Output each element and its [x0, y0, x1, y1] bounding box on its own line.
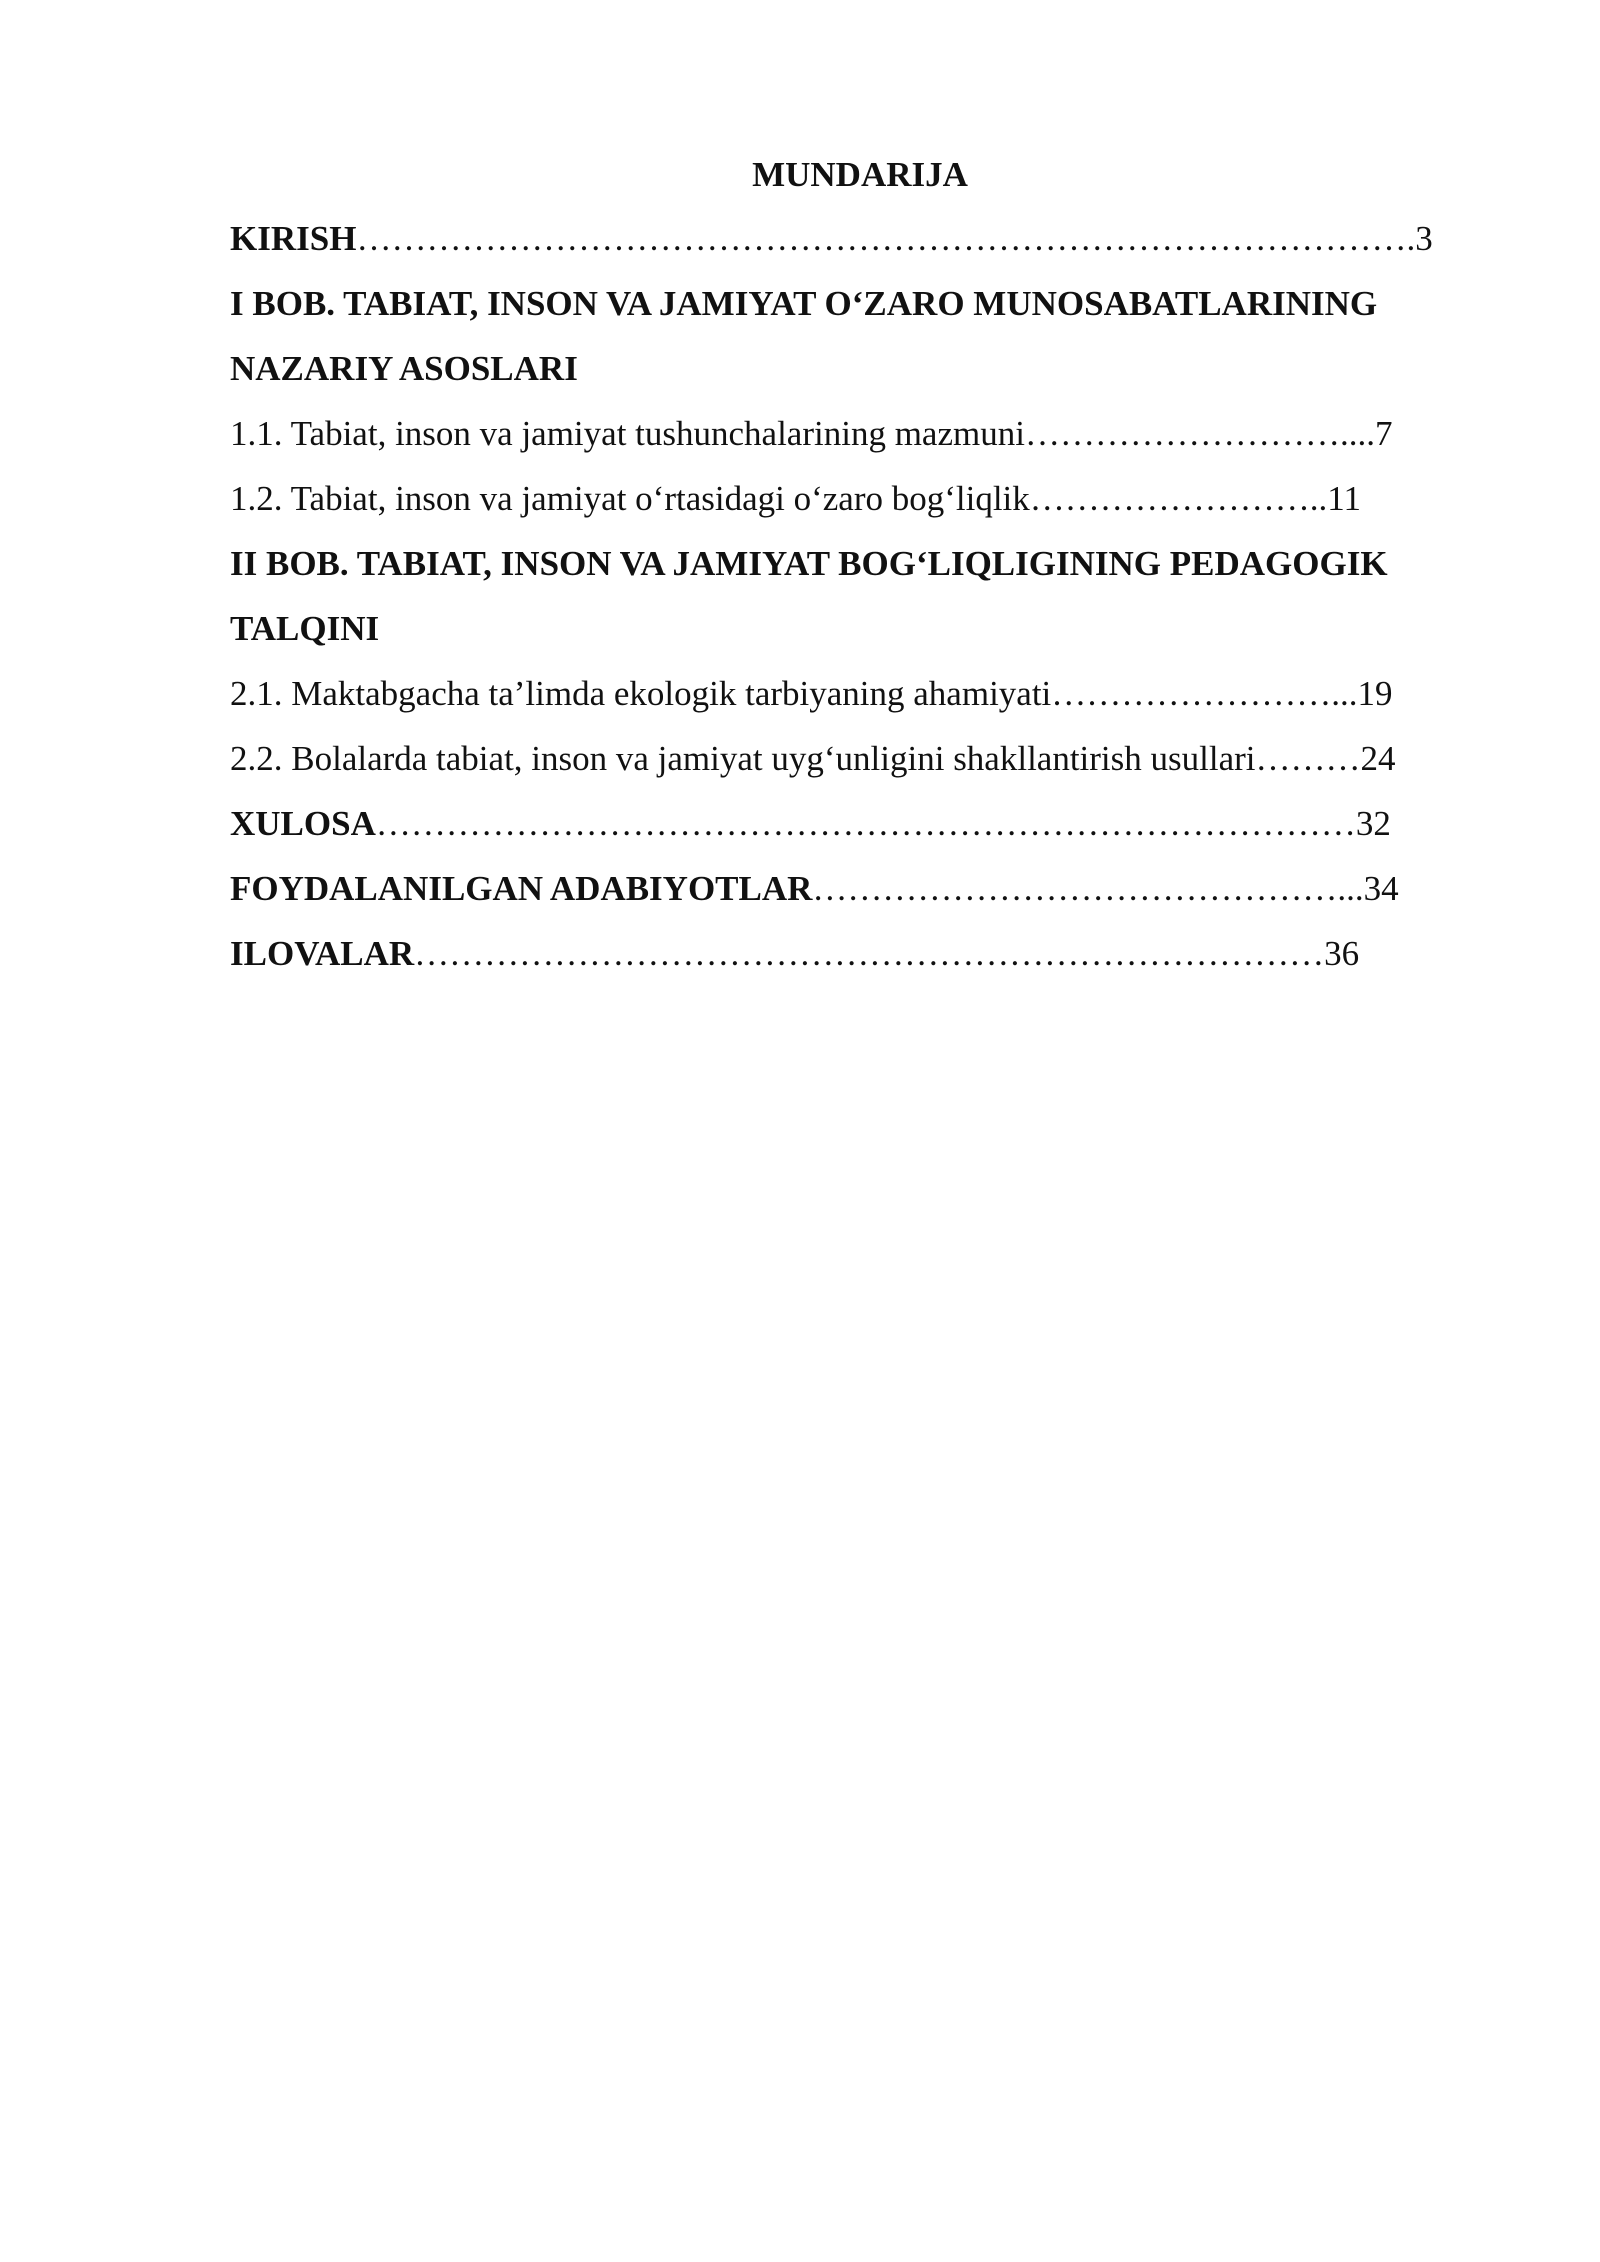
page-title: MUNDARIJA [752, 155, 968, 194]
toc-entry-chapter-1-line-2 [230, 344, 1490, 394]
toc-entry-ilovalar [230, 929, 1490, 979]
toc-page-number: 7 [1374, 414, 1393, 453]
toc-entry-chapter-2-line-2 [230, 604, 1490, 654]
toc-leader: …………………….. [1029, 479, 1328, 518]
toc-page-number: 32 [1355, 804, 1391, 843]
toc-leader: ………………………………………... [812, 869, 1364, 908]
toc-entry-text: 1.2. Tabiat, inson va jamiyat o‘rtasidagi o‘zaro bog‘liqlik [230, 479, 1030, 518]
toc-entry-text: 2.2. Bolalarda tabiat, inson va jamiyat uyg‘unligini shakllantirish usullari [230, 739, 1256, 778]
toc-entry-text: TALQINI [230, 609, 380, 648]
toc-page-number: 11 [1327, 479, 1361, 518]
toc-entry-text: 2.1. Maktabgacha ta’limda ekologik tarbiyaning ahamiyati [230, 674, 1052, 713]
toc-entry-text: 1.1. Tabiat, inson va jamiyat tushunchalarining mazmuni [230, 414, 1025, 453]
toc-leader: …………………………………………………………………… [414, 934, 1325, 973]
toc-entry-text: FOYDALANILGAN ADABIYOTLAR [230, 869, 813, 908]
toc-entry-1-1 [230, 409, 1490, 459]
toc-entry-text: KIRISH [230, 219, 357, 258]
toc-page-number: 19 [1357, 674, 1393, 713]
toc-entry-xulosa [230, 799, 1490, 849]
toc-entry-text: NAZARIY ASOSLARI [230, 349, 578, 388]
toc-entry-text: I BOB. TABIAT, INSON VA JAMIYAT O‘ZARO MUNOSABATLARINING [230, 284, 1378, 323]
toc-entry-text: XULOSA [230, 804, 376, 843]
toc-entry-text: ILOVALAR [230, 934, 415, 973]
toc-entry-chapter-1-line-1 [230, 279, 1490, 329]
toc-entry-1-2 [230, 474, 1490, 524]
toc-entry-kirish [230, 214, 1490, 264]
toc-entry-text: II BOB. TABIAT, INSON VA JAMIYAT BOG‘LIQLIGINING PEDAGOGIK [230, 544, 1388, 583]
toc-leader: ……… [1255, 739, 1361, 778]
toc-leader: ………………………………………………………………………………. [356, 219, 1416, 258]
toc-leader: ……………………….... [1024, 414, 1375, 453]
toc-page-number: 36 [1324, 934, 1360, 973]
toc-entry-chapter-2-line-1 [230, 539, 1490, 589]
toc-leader: ………………………………………………………………………… [375, 804, 1356, 843]
toc-entry-2-2 [230, 734, 1490, 784]
toc-entry-2-1 [230, 669, 1490, 719]
toc-entry-adabiyotlar [230, 864, 1490, 914]
toc-page-number: 3 [1415, 219, 1433, 258]
toc-page-number: 34 [1363, 869, 1399, 908]
toc-leader: ……………………... [1051, 674, 1358, 713]
toc-page-number: 24 [1360, 739, 1396, 778]
